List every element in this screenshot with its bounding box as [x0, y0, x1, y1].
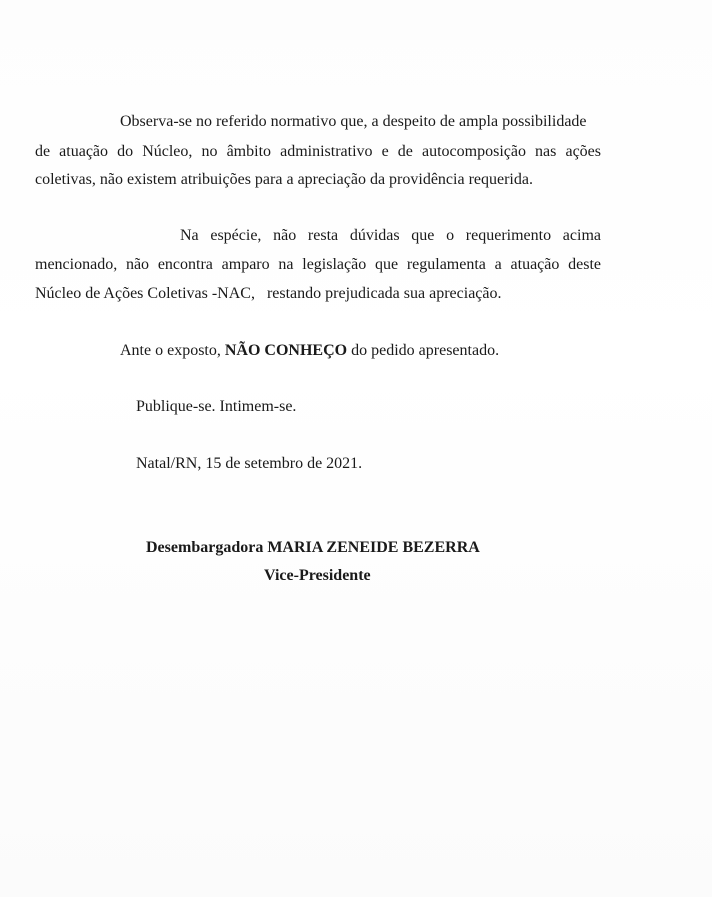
paragraph-2-line-3: Núcleo de Ações Coletivas -NAC, restando prejudicada sua apreciação.	[35, 285, 502, 302]
decision-prefix: Ante o exposto,	[120, 342, 225, 359]
paragraph-2-line-2: mencionado, não encontra amparo na legislação que regulamenta a atuação deste	[35, 256, 601, 273]
place-date-line: Natal/RN, 15 de setembro de 2021.	[136, 455, 363, 472]
paragraph-2-line-1: Na espécie, não resta dúvidas que o requerimento acima	[180, 227, 601, 244]
decision-emphasis: NÃO CONHEÇO	[224, 342, 348, 359]
publish-line: Publique-se. Intimem-se.	[136, 398, 297, 415]
paragraph-1-line-1: Observa-se no referido normativo que, a despeito de ampla possibilidade	[120, 113, 587, 130]
signature-name: Desembargadora MARIA ZENEIDE BEZERRA	[146, 539, 480, 556]
paragraph-1-line-2: de atuação do Núcleo, no âmbito administrativo e de autocomposição nas ações	[35, 143, 601, 160]
paragraph-1-line-3: coletivas, não existem atribuições para a apreciação da providência requerida.	[35, 171, 533, 188]
decision-line	[120, 341, 499, 361]
decision-suffix: do pedido apresentado.	[347, 342, 500, 359]
signature-role: Vice-Presidente	[264, 567, 371, 584]
